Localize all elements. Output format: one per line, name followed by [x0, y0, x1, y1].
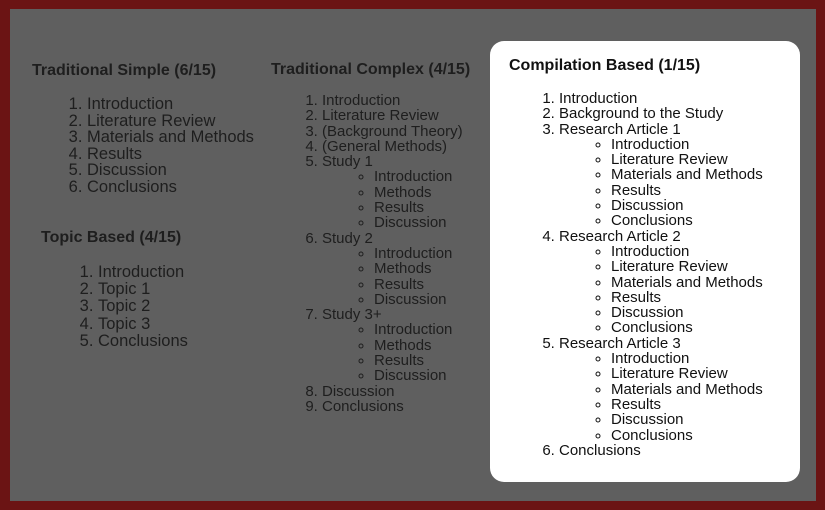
list-item — [559, 336, 763, 443]
list-item-label: (Background Theory) — [322, 122, 463, 140]
sub-list — [559, 137, 763, 229]
sub-list-item: ◦ Discussion — [611, 412, 763, 427]
list-item: 3. Topic 2 — [98, 298, 188, 315]
traditional-complex-section — [271, 61, 470, 414]
sub-list-item: ◦ Methods — [374, 338, 470, 353]
sub-list-item: ◦ Conclusions — [611, 320, 763, 335]
compilation-based-section — [509, 57, 763, 458]
list-item — [322, 307, 470, 383]
list-item — [559, 122, 763, 229]
list-item-label: Introduction — [322, 92, 401, 109]
list-item: 3. Materials and Methods — [87, 129, 254, 146]
list-item: 5. Conclusions — [98, 333, 188, 350]
list-item — [559, 91, 763, 106]
sub-list-item: ◦ Discussion — [374, 292, 470, 307]
sub-list-item: ◦ Materials and Methods — [611, 275, 763, 290]
sub-list-item: ◦ Conclusions — [611, 213, 763, 228]
sub-list-item: ◦ Introduction — [611, 137, 763, 152]
list-item-label: Literature Review — [322, 107, 439, 125]
list-item-label: Introduction — [559, 90, 638, 107]
sub-list — [322, 322, 470, 383]
section-title: Traditional Simple (6/15) — [32, 62, 217, 79]
sub-list-item: ◦ Results — [611, 183, 763, 198]
list-item-label: Conclusions — [559, 441, 641, 459]
sub-list — [559, 351, 763, 443]
sub-list-item: ◦ Introduction — [611, 351, 763, 366]
list-item-label: Conclusions — [322, 397, 404, 415]
sub-list-item: ◦ Conclusions — [611, 428, 763, 443]
sub-list — [322, 246, 470, 307]
list-item-label: Research Article 1 — [559, 120, 681, 138]
topic-based-section — [41, 229, 188, 350]
sub-list-item: ◦ Discussion — [611, 198, 763, 213]
list-item-label: Discussion — [322, 382, 395, 400]
section-title: Topic Based (4/15) — [41, 229, 182, 246]
sub-list-item: ◦ Discussion — [374, 368, 470, 383]
sub-list-item: ◦ Introduction — [374, 246, 470, 261]
list-item — [322, 93, 470, 108]
structure-list — [41, 264, 188, 350]
list-item: 5. Discussion — [87, 162, 254, 179]
structure-list — [271, 93, 470, 414]
sub-list-item: ◦ Results — [611, 290, 763, 305]
list-item-label: Research Article 2 — [559, 227, 681, 245]
list-item — [559, 106, 763, 121]
list-item: 6. Conclusions — [87, 179, 254, 196]
sub-list-item: ◦ Results — [374, 277, 470, 292]
sub-list-item: ◦ Discussion — [374, 215, 470, 230]
list-item-label: (General Methods) — [322, 137, 448, 155]
list-item — [322, 108, 470, 123]
sub-list-item: ◦ Discussion — [611, 305, 763, 320]
list-item — [322, 384, 470, 399]
list-item-label: Research Article 3 — [559, 334, 681, 352]
list-item: 2. Topic 1 — [98, 281, 188, 298]
traditional-simple-section — [32, 62, 254, 196]
structure-list — [32, 96, 254, 196]
sub-list — [559, 244, 763, 336]
list-item — [322, 154, 470, 230]
list-item-label: Study 1 — [322, 153, 373, 171]
list-item — [559, 229, 763, 336]
list-item: 4. Results — [87, 146, 254, 163]
sub-list-item: ◦ Results — [611, 397, 763, 412]
sub-list-item: ◦ Methods — [374, 185, 470, 200]
sub-list-item: ◦ Results — [374, 353, 470, 368]
sub-list-item: ◦ Literature Review — [611, 366, 763, 381]
list-item: 1. Introduction — [87, 96, 254, 113]
list-item: 1. Introduction — [98, 264, 188, 281]
sub-list-item: ◦ Results — [374, 200, 470, 215]
list-item — [322, 124, 470, 139]
sub-list-item: ◦ Introduction — [611, 244, 763, 259]
list-item — [322, 231, 470, 307]
sub-list-item: ◦ Materials and Methods — [611, 167, 763, 182]
sub-list-item: ◦ Literature Review — [611, 259, 763, 274]
section-title: Compilation Based (1/15) — [509, 57, 701, 74]
sub-list-item: ◦ Introduction — [374, 322, 470, 337]
list-item-label: Background to the Study — [559, 105, 724, 123]
list-item — [559, 443, 763, 458]
structure-list — [509, 91, 763, 458]
sub-list-item: ◦ Introduction — [374, 169, 470, 184]
list-item: 2. Literature Review — [87, 113, 254, 130]
section-title: Traditional Complex (4/15) — [271, 61, 471, 78]
sub-list-item: ◦ Literature Review — [611, 152, 763, 167]
list-item — [322, 399, 470, 414]
list-item-label: Study 3+ — [322, 306, 382, 324]
sub-list-item: ◦ Materials and Methods — [611, 382, 763, 397]
list-item — [322, 139, 470, 154]
sub-list — [322, 169, 470, 230]
sub-list-item: ◦ Methods — [374, 261, 470, 276]
list-item-label: Study 2 — [322, 229, 373, 247]
list-item: 4. Topic 3 — [98, 316, 188, 333]
